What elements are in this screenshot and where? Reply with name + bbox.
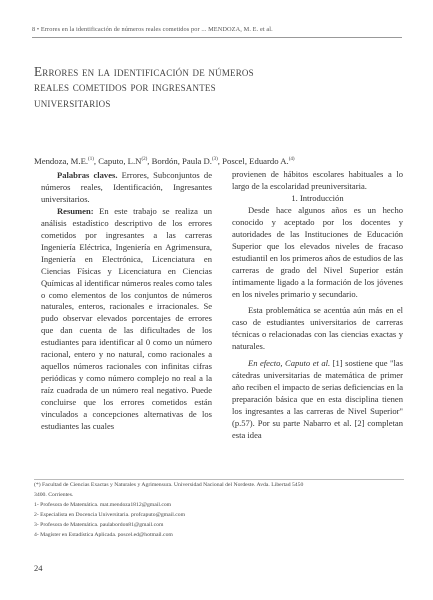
author-affiliation-mark: (2) [141,157,148,163]
page-number: 24 [34,563,43,573]
keywords-paragraph [41,169,212,206]
running-head: 8 • Errores en la identificación de números reales cometidos por ... MENDOZA, M. E. et al. [32,26,273,33]
author-name: , Bordón, Paula D. [147,156,212,166]
footnote: 4- Magíster en Estadística Aplicada. poscel.ed@hotmail.com [34,532,173,538]
author-name: , Caputo, L.N [93,156,142,166]
abstract-label: Resumen: [57,205,94,216]
section-heading: 1. Introducción [291,192,344,203]
author-affiliation-mark: (1) [88,157,94,163]
body-paragraph: Desde hace algunos años es un hecho conocido y aceptado por los docentes y autoridades de las Instituciones de Educación Superior que los elevados niveles de fracaso estudiantil en los primeros años de estudios de las carreras de grado del Nivel Superior están íntimamente ligado a la formación de los jóvenes en los niveles primario y secundario. [232,204,403,299]
footnote: (*) Facultad de Ciencias Exactas y Naturales y Agrimensura. Universidad Nacional del Nordeste. Avda. Libertad 5450 [34,482,304,488]
body-paragraph [232,358,403,442]
author-affiliation-mark: (3) [211,157,218,163]
keywords-text: Errores, Subconjuntos de números reales, Identificación, Ingresantes universitarios. [41,170,212,204]
footnote: 3400. Corrientes. [34,492,74,498]
author-name: , Poscel, Eduardo A. [217,156,289,166]
citation-text: [1] sostiene que "las cátedras universitarias de matemática de primer año reciben el impacto de serias deficiencias en la preparación básica que en esta disciplina tienen los ingresantes a las carreras de Nivel Superior" (p.57). Por su parte Nabarro et al. [2] completan esta idea [232,358,404,441]
body-paragraph: Esta problemática se acentúa aún más en el caso de estudiantes universitarios de carreras técnicas o relacionadas con las ciencias exactas y naturales. [232,305,403,352]
title-line: reales cometidos por ingresantes [34,79,216,95]
right-column [232,169,403,442]
author-list [34,156,414,166]
left-column [41,169,212,433]
citation-lead: En efecto, Caputo et al. [248,358,331,369]
article-title [34,64,404,110]
footnotes [34,480,404,540]
header-rule [32,37,402,38]
keywords-label: Palabras claves. [57,170,118,180]
abstract-paragraph [41,206,212,433]
author-name: Mendoza, M.E. [34,156,89,166]
title-line: Errores en la identificación de números [34,64,254,79]
footnote: 3- Profesora de Matemática. paulabordon81@gmail.com [34,522,164,528]
footnote: 2- Especialista en Docencia Universitaria. profcaputo@gmail.com [34,512,186,518]
abstract-text: En este trabajo se realiza un análisis estadístico descriptivo de los errores cometidos por ingresantes a las carreras Ingeniería Eléctrica, Ingeniería en Agrimensura, Ingeniería en Electrónica, Licenciatura en Ciencias Físicas y Licenciatura en Ciencias Químicas al identificar números reales como tales o como elementos de los conjuntos de números naturales, enteros, racionales e irracionales. Se pudo observar elevados porcentajes de errores que dan cuenta de las dificultades de los estudiantes para identificar al 0 como un número racional, entero y no natural, como racionales a aquellos números racionales con infinitas cifras periódicas y como número complejo no real a la raíz cuadrada de un número real negativo. Puede concluirse que los errores cometidos están vinculados a concepciones alternativas de los estudiantes las cuales [41,205,212,432]
footnote: 1- Profesora de Matemática. mat.mendoza1812@gmail.com [34,502,172,508]
title-line: universitarios [34,94,111,110]
author-affiliation-mark: (4) [288,157,295,163]
abstract-continuation: provienen de hábitos escolares habituales a lo largo de la escolaridad preuniversitaria. [232,169,403,191]
